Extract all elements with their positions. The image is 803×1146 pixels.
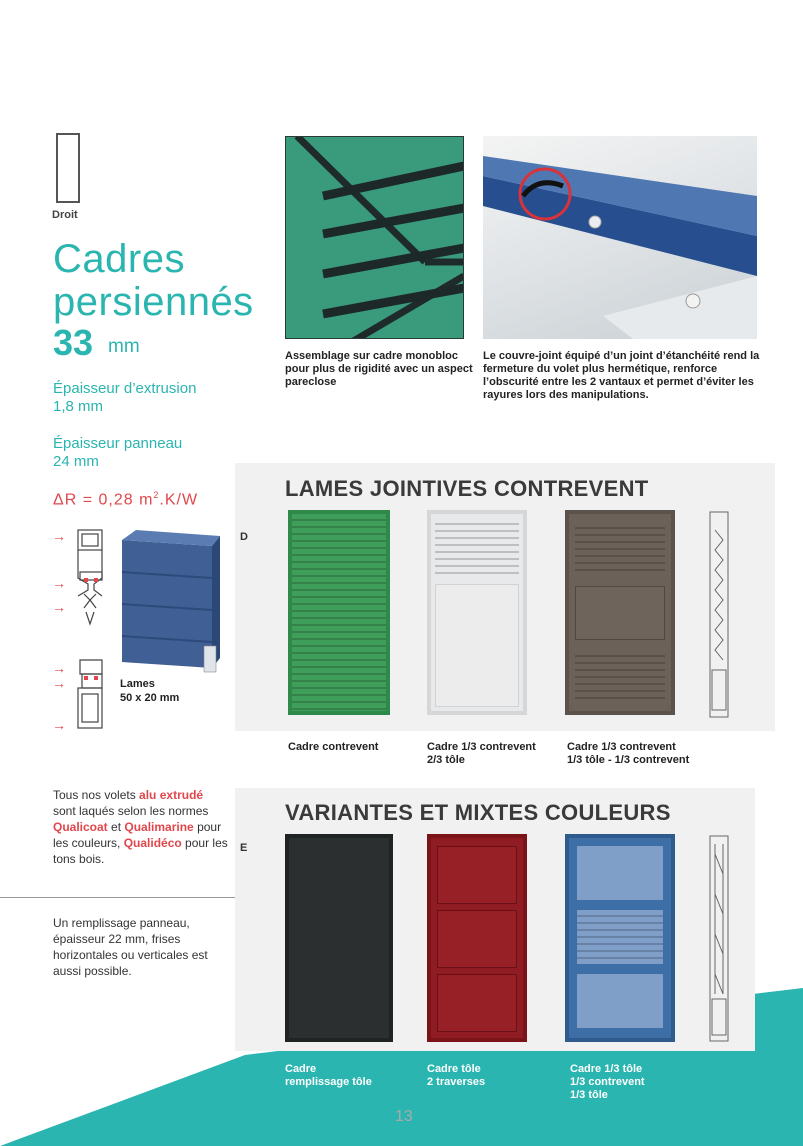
title-line-1: Cadres xyxy=(53,237,185,281)
shutter-black-sheet xyxy=(285,834,393,1042)
caption-door-e1: Cadre remplissage tôle xyxy=(285,1063,372,1088)
arrow-icon: → xyxy=(52,660,66,676)
thickness-unit: mm xyxy=(108,336,140,357)
title-line-2: persiennés xyxy=(53,280,254,324)
spec-panel xyxy=(53,435,182,471)
divider xyxy=(0,897,244,898)
spec-value: 1,8 mm xyxy=(53,398,104,415)
caption-door-d3: Cadre 1/3 contrevent 1/3 tôle - 1/3 contrevent xyxy=(567,741,690,766)
shutter-green-contrevent xyxy=(288,510,390,715)
spec-label: Épaisseur panneau xyxy=(53,435,183,452)
shutter-blue-mixed xyxy=(565,834,675,1042)
shutter-white-mixed xyxy=(427,510,527,715)
arrow-icon: → xyxy=(52,675,66,691)
thermal-resistance: ΔR = 0,28 $m^2.K/W$ xyxy=(53,490,199,509)
lames-label: Lames 50 x 20 mm xyxy=(120,678,180,704)
section-e-title: VARIANTES ET MIXTES COULEURS xyxy=(285,800,671,825)
frame-assembly-photo xyxy=(285,136,464,339)
profile-section-drawing xyxy=(74,528,108,733)
spec-value: 24 mm xyxy=(53,453,99,470)
caption-door-e3: Cadre 1/3 tôle 1/3 contrevent 1/3 tôle xyxy=(570,1063,645,1101)
section-e-letter: E xyxy=(240,842,248,854)
section-d-title: LAMES JOINTIVES CONTREVENT xyxy=(285,476,649,501)
panel-infill-info: Un remplissage panneau, épaisseur 22 mm, frises horizontales ou verticales est aussi possible. xyxy=(53,916,208,978)
shutter-red-2-rails xyxy=(427,834,527,1042)
page-number: 13 xyxy=(395,1108,413,1125)
arrow-icon: → xyxy=(52,575,66,591)
lacquer-info: Tous nos volets alu extrudé sont laqués selon les normes Qualicoat et Qualimarine pour les couleurs, Qualidéco pour les tons bois. xyxy=(53,788,228,866)
spec-label: Épaisseur d’extrusion xyxy=(53,380,197,397)
arrow-icon: → xyxy=(52,717,66,733)
arrow-icon: → xyxy=(52,528,66,544)
profile-name: Droit xyxy=(52,209,78,221)
caption-door-d2: Cadre 1/3 contrevent 2/3 tôle xyxy=(427,741,536,766)
shutter-taupe-mixed xyxy=(565,510,675,715)
spec-extrusion xyxy=(53,380,196,416)
section-d-letter: D xyxy=(240,531,248,543)
arrow-icon: → xyxy=(52,599,66,615)
caption-door-e2: Cadre tôle 2 traverses xyxy=(427,1063,486,1088)
section-e-cross-section xyxy=(707,834,733,1044)
profile-icon xyxy=(56,133,80,203)
caption-cover-joint: Le couvre-joint équipé d’un joint d’étanchéité rend la fermeture du volet plus hermétique, renforce l’obscurité entre les 2 vantaux et permet d’éviter les rayures lors des manipulations. xyxy=(483,350,760,401)
section-d-cross-section xyxy=(707,510,733,720)
cover-joint-photo xyxy=(483,136,757,339)
thickness-value: 33 xyxy=(53,322,94,363)
page-title xyxy=(53,238,254,324)
caption-door-d1: Cadre contrevent xyxy=(288,741,379,753)
caption-frame-assembly: Assemblage sur cadre monobloc pour plus de rigidité avec un aspect pareclose xyxy=(285,350,473,388)
lames-3d-drawing xyxy=(116,528,222,678)
